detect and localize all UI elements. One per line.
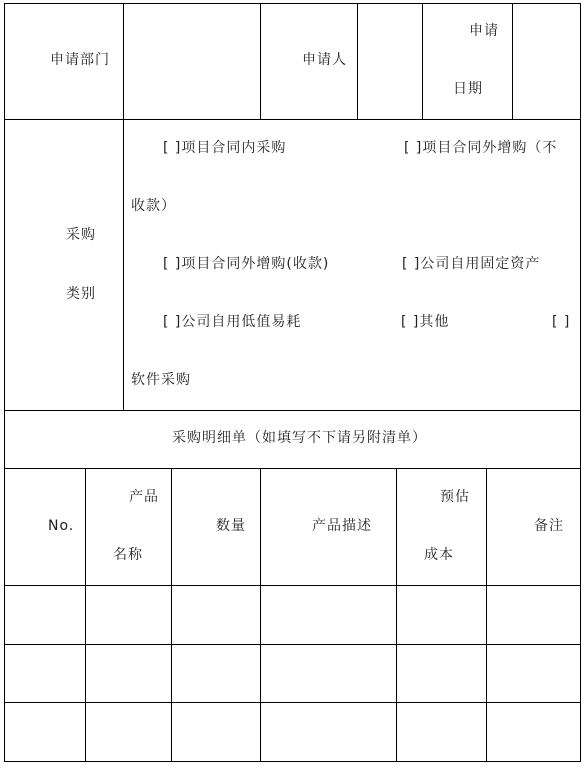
table-row[interactable]: [5, 703, 580, 761]
option-extra-unpaid-cont: 收款）: [131, 198, 176, 214]
date-value-cell[interactable]: [513, 4, 580, 119]
col-header-product-bottom: 名称: [113, 547, 143, 563]
option-consumables[interactable]: [ ]公司自用低值易耗: [163, 314, 302, 330]
col-header-cost-top: 预估: [440, 489, 470, 505]
table-row[interactable]: [5, 586, 580, 644]
table-row[interactable]: [5, 645, 580, 702]
rule-category-bottom: [4, 410, 581, 411]
col-header-remark: 备注: [534, 518, 564, 534]
option-in-contract[interactable]: [ ]项目合同内采购: [163, 140, 287, 156]
col-header-product-top: 产品: [129, 489, 159, 505]
dept-label: 申请部门: [50, 52, 110, 68]
option-extra-paid[interactable]: [ ]项目合同外增购(收款): [163, 256, 330, 272]
date-label-bottom: 日期: [453, 81, 483, 97]
detail-title: 采购明细单（如填写不下请另附清单）: [172, 430, 427, 446]
rule-header-v2: [260, 3, 261, 120]
date-label-top: 申请: [469, 23, 499, 39]
col-header-qty: 数量: [216, 518, 246, 534]
rule-header-bottom: [4, 119, 581, 120]
applicant-label: 申请人: [302, 52, 347, 68]
option-software-label: 软件采购: [131, 372, 191, 388]
category-label-bottom: 类别: [66, 286, 96, 302]
col-header-desc: 产品描述: [312, 518, 372, 534]
option-software-checkbox[interactable]: [ ]: [552, 314, 571, 330]
col-header-cost-bottom: 成本: [424, 547, 454, 563]
applicant-value-cell[interactable]: [358, 4, 422, 119]
option-fixed-assets[interactable]: [ ]公司自用固定资产: [402, 256, 541, 272]
rule-right: [580, 3, 581, 762]
dept-value-cell[interactable]: [124, 4, 260, 119]
rule-top: [4, 3, 581, 4]
option-extra-unpaid[interactable]: [ ]项目合同外增购（不: [404, 140, 558, 156]
rule-detail-title-bottom: [4, 468, 581, 469]
option-other[interactable]: [ ]其他: [401, 314, 450, 330]
rule-category-v1: [123, 119, 124, 411]
category-label-top: 采购: [66, 227, 96, 243]
rule-header-v4: [422, 3, 423, 120]
rule-bottom: [4, 761, 581, 762]
col-header-no: No.: [48, 518, 75, 534]
